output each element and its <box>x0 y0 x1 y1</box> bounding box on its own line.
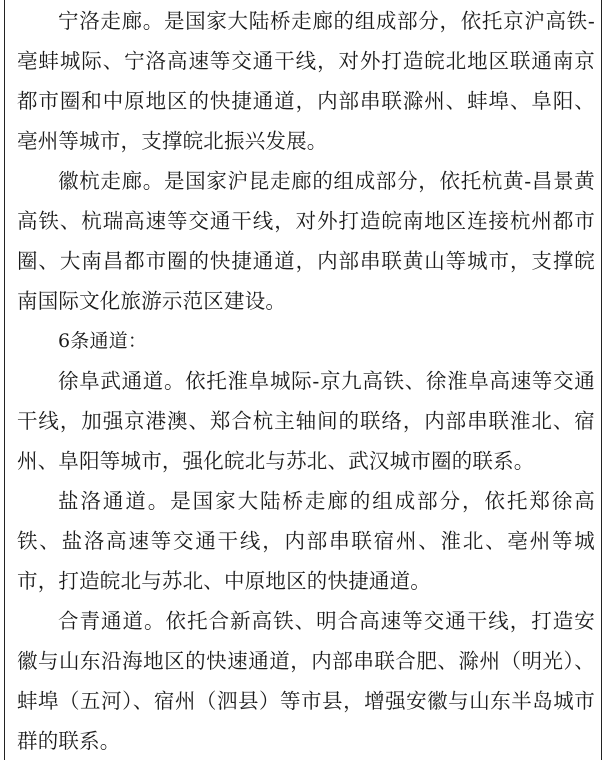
document-page <box>4 0 602 760</box>
paragraph-six-channels-heading: 6条通道： <box>58 330 148 352</box>
paragraph-heqing-channel: 合青通道。依托合新高铁、明合高速等交通干线，打造安徽与山东沿海地区的快速通道，内部串联合肥、滁州（明光）、蚌埠（五河）、宿州（泗县）等市县，增强安徽与山东半岛城市群的联系。 <box>17 609 595 753</box>
paragraph-ningluo-corridor: 宁洛走廊。是国家大陆桥走廊的组成部分，依托京沪高铁-亳蚌城际、宁洛高速等交通干线，对外打造皖北地区联通南京都市圈和中原地区的快捷通道，内部串联滁州、蚌埠、阜阳、亳州等城市，支撑皖北振兴发展。 <box>17 9 595 153</box>
paragraph-huihang-corridor: 徽杭走廊。是国家沪昆走廊的组成部分，依托杭黄-昌景黄高铁、杭瑞高速等交通干线，对外打造皖南地区连接杭州都市圈、大南昌都市圈的快捷通道，内部串联黄山等城市，支撑皖南国际文化旅游示范区建设。 <box>17 169 595 313</box>
paragraph-xufuwu-channel: 徐阜武通道。依托淮阜城际-京九高铁、徐淮阜高速等交通干线，加强京港澳、郑合杭主轴间的联络，内部串联淮北、宿州、阜阳等城市，强化皖北与苏北、武汉城市圈的联系。 <box>17 369 595 473</box>
paragraph-yanluo-channel: 盐洛通道。是国家大陆桥走廊的组成部分，依托郑徐高铁、盐洛高速等交通干线，内部串联宿州、淮北、亳州等城市，打造皖北与苏北、中原地区的快捷通道。 <box>17 489 595 593</box>
